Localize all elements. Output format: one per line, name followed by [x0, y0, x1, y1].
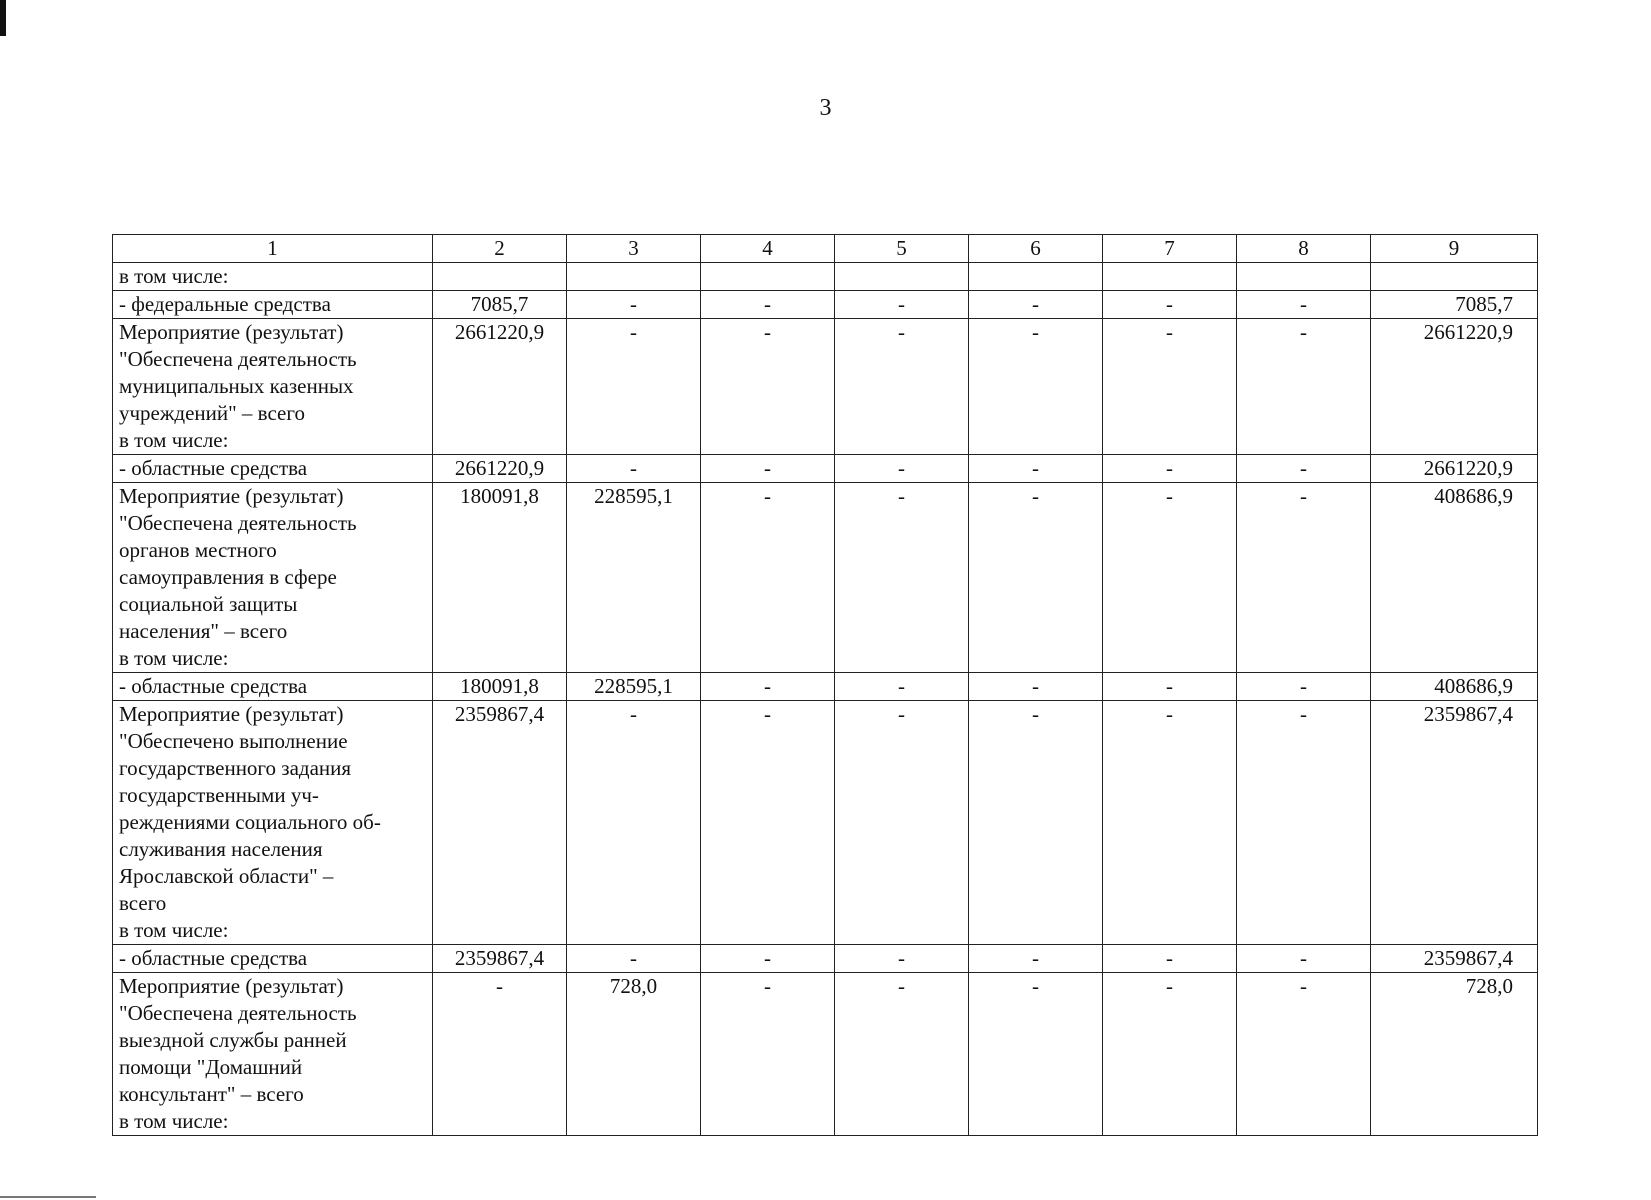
cell-col-3: -: [567, 319, 701, 455]
table-row: [113, 291, 1538, 319]
cell-col-8: -: [1237, 483, 1371, 673]
table-row: [113, 673, 1538, 701]
cell-col-3: 228595,1: [567, 483, 701, 673]
cell-col-7: [1103, 263, 1237, 291]
cell-col-4: -: [701, 455, 835, 483]
scan-bottom-mark: [0, 1196, 96, 1198]
cell-col-2: 180091,8: [433, 673, 567, 701]
cell-col-5: -: [835, 291, 969, 319]
cell-col-2: [433, 263, 567, 291]
column-header-2: 2: [433, 235, 567, 263]
cell-col-3: 228595,1: [567, 673, 701, 701]
cell-col-7: -: [1103, 483, 1237, 673]
cell-col-5: -: [835, 673, 969, 701]
cell-col-8: -: [1237, 291, 1371, 319]
cell-col-5: -: [835, 973, 969, 1136]
cell-col-9: 408686,9: [1371, 483, 1538, 673]
cell-col-9: [1371, 263, 1538, 291]
cell-col-4: -: [701, 701, 835, 945]
cell-col-9: 728,0: [1371, 973, 1538, 1136]
table-row: [113, 973, 1538, 1136]
cell-col-4: -: [701, 291, 835, 319]
column-header-3: 3: [567, 235, 701, 263]
cell-col-5: -: [835, 483, 969, 673]
cell-col-7: -: [1103, 291, 1237, 319]
cell-col-6: -: [969, 701, 1103, 945]
row-description: Мероприятие (результат) "Обеспечена деятельность муниципальных казенных учреждений" – всего в том числе:: [113, 319, 433, 455]
cell-col-6: -: [969, 973, 1103, 1136]
cell-col-6: -: [969, 319, 1103, 455]
cell-col-6: -: [969, 291, 1103, 319]
cell-col-3: -: [567, 455, 701, 483]
cell-col-3: -: [567, 945, 701, 973]
page-number: 3: [819, 95, 832, 121]
column-header-9: 9: [1371, 235, 1538, 263]
cell-col-4: -: [701, 945, 835, 973]
cell-col-5: -: [835, 455, 969, 483]
column-header-1: 1: [113, 235, 433, 263]
cell-col-3: -: [567, 701, 701, 945]
cell-col-6: -: [969, 673, 1103, 701]
cell-col-7: -: [1103, 701, 1237, 945]
column-header-4: 4: [701, 235, 835, 263]
column-header-8: 8: [1237, 235, 1371, 263]
cell-col-5: -: [835, 701, 969, 945]
column-header-7: 7: [1103, 235, 1237, 263]
cell-col-5: [835, 263, 969, 291]
cell-col-9: 408686,9: [1371, 673, 1538, 701]
row-description: - областные средства: [113, 673, 433, 701]
cell-col-2: 2661220,9: [433, 455, 567, 483]
table-row: [113, 483, 1538, 673]
cell-col-4: -: [701, 973, 835, 1136]
cell-col-9: 2661220,9: [1371, 319, 1538, 455]
cell-col-2: 7085,7: [433, 291, 567, 319]
cell-col-5: -: [835, 945, 969, 973]
column-header-5: 5: [835, 235, 969, 263]
scan-edge-mark: [0, 0, 6, 36]
cell-col-4: [701, 263, 835, 291]
cell-col-7: -: [1103, 673, 1237, 701]
cell-col-5: -: [835, 319, 969, 455]
cell-col-2: 2661220,9: [433, 319, 567, 455]
table-header-row: [113, 235, 1538, 263]
row-description: - областные средства: [113, 945, 433, 973]
cell-col-8: -: [1237, 973, 1371, 1136]
cell-col-3: [567, 263, 701, 291]
cell-col-7: -: [1103, 973, 1237, 1136]
cell-col-4: -: [701, 673, 835, 701]
cell-col-2: 2359867,4: [433, 701, 567, 945]
row-description: в том числе:: [113, 263, 433, 291]
cell-col-7: -: [1103, 945, 1237, 973]
cell-col-4: -: [701, 483, 835, 673]
cell-col-3: 728,0: [567, 973, 701, 1136]
cell-col-8: -: [1237, 455, 1371, 483]
column-header-6: 6: [969, 235, 1103, 263]
cell-col-6: -: [969, 483, 1103, 673]
cell-col-2: -: [433, 973, 567, 1136]
cell-col-9: 2661220,9: [1371, 455, 1538, 483]
table-row: [113, 455, 1538, 483]
cell-col-7: -: [1103, 319, 1237, 455]
table-row: [113, 263, 1538, 291]
cell-col-3: -: [567, 291, 701, 319]
cell-col-8: [1237, 263, 1371, 291]
table-row: [113, 701, 1538, 945]
budget-table: [112, 234, 1538, 1136]
cell-col-8: -: [1237, 673, 1371, 701]
table-row: [113, 319, 1538, 455]
cell-col-8: -: [1237, 701, 1371, 945]
cell-col-9: 7085,7: [1371, 291, 1538, 319]
cell-col-9: 2359867,4: [1371, 701, 1538, 945]
cell-col-7: -: [1103, 455, 1237, 483]
row-description: Мероприятие (результат) "Обеспечено выполнение государственного задания государственными уч- реждениями социального об- служивания населения Ярославской области" – всего в том числе:: [113, 701, 433, 945]
cell-col-4: -: [701, 319, 835, 455]
cell-col-8: -: [1237, 319, 1371, 455]
cell-col-8: -: [1237, 945, 1371, 973]
row-description: Мероприятие (результат) "Обеспечена деятельность выездной службы ранней помощи "Домашний консультант" – всего в том числе:: [113, 973, 433, 1136]
cell-col-6: -: [969, 455, 1103, 483]
cell-col-6: [969, 263, 1103, 291]
cell-col-6: -: [969, 945, 1103, 973]
cell-col-2: 180091,8: [433, 483, 567, 673]
row-description: - областные средства: [113, 455, 433, 483]
table-row: [113, 945, 1538, 973]
row-description: Мероприятие (результат) "Обеспечена деятельность органов местного самоуправления в сфере социальной защиты населения" – всего в том числе:: [113, 483, 433, 673]
cell-col-9: 2359867,4: [1371, 945, 1538, 973]
cell-col-2: 2359867,4: [433, 945, 567, 973]
row-description: - федеральные средства: [113, 291, 433, 319]
